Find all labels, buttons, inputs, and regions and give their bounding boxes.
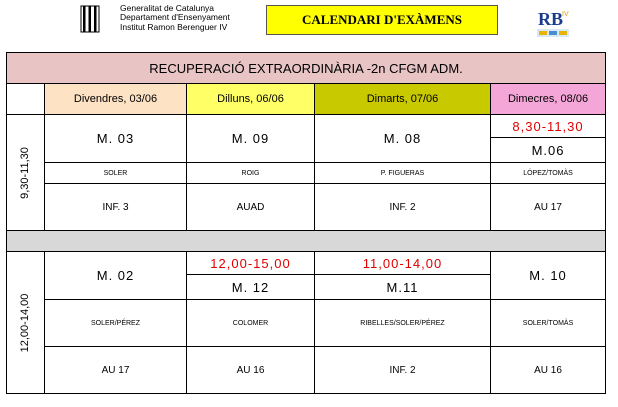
slot2-module-2: M. 12 — [187, 275, 315, 300]
slot2-module-1: M. 02 — [45, 252, 187, 300]
slot1-module-2: M. 09 — [187, 115, 315, 163]
generalitat-logo-icon — [80, 5, 100, 33]
slot-separator — [7, 231, 606, 252]
day-header-3: Dimarts, 07/06 — [315, 84, 491, 115]
slot2-room-1: AU 17 — [45, 347, 187, 394]
calendar-banner — [266, 5, 498, 35]
day-header-2: Dilluns, 06/06 — [187, 84, 315, 115]
slot2-teacher-4: SOLER/TOMÀS — [491, 300, 606, 347]
slot1-module-1: M. 03 — [45, 115, 187, 163]
slot1-module-4: M.06 — [491, 138, 606, 163]
slot1-module-3: M. 08 — [315, 115, 491, 163]
slot1-room-4: AU 17 — [491, 184, 606, 231]
time-slot-1 — [7, 115, 45, 231]
slot2-room-2: AU 16 — [187, 347, 315, 394]
slot2-time-2: 12,00-15,00 — [187, 252, 315, 275]
day-header-4: Dimecres, 08/06 — [491, 84, 606, 115]
slot1-teacher-4: LÓPEZ/TOMÀS — [491, 163, 606, 184]
slot1-room-3: INF. 2 — [315, 184, 491, 231]
table-title: RECUPERACIÓ EXTRAORDINÀRIA -2n CFGM ADM. — [7, 53, 606, 84]
slot2-room-3: INF. 2 — [315, 347, 491, 394]
slot2-teacher-1: SOLER/PÉREZ — [45, 300, 187, 347]
slot2-module-4: M. 10 — [491, 252, 606, 300]
slot1-room-1: INF. 3 — [45, 184, 187, 231]
institution-line-3: Institut Ramon Berenguer IV — [120, 21, 228, 32]
school-logo-rb-icon — [534, 5, 572, 41]
slot2-room-4: AU 16 — [491, 347, 606, 394]
slot1-special-time: 8,30-11,30 — [491, 115, 606, 138]
institution-line-2: Departament d'Ensenyament — [120, 12, 230, 23]
slot1-teacher-3: P. FIGUERAS — [315, 163, 491, 184]
slot1-teacher-1: SOLER — [45, 163, 187, 184]
slot1-teacher-2: ROIG — [187, 163, 315, 184]
slot2-time-3: 11,00-14,00 — [315, 252, 491, 275]
slot1-room-2: AUAD — [187, 184, 315, 231]
exam-schedule-table — [6, 52, 606, 394]
time-slot-2 — [7, 252, 45, 394]
time-slot-1-label: 9,30-11,30 — [19, 146, 31, 199]
svg-text:IV: IV — [562, 11, 569, 18]
slot2-teacher-2: COLOMER — [187, 300, 315, 347]
corner-cell — [7, 84, 45, 115]
time-slot-2-label: 12,00-14,00 — [19, 293, 31, 352]
day-header-1: Divendres, 03/06 — [45, 84, 187, 115]
institution-name — [120, 4, 230, 32]
banner-title: CALENDARI D'EXÀMENS — [302, 12, 462, 27]
svg-text:RB: RB — [538, 9, 564, 29]
institution-line-1: Generalitat de Catalunya — [120, 3, 215, 13]
slot2-teacher-3: RIBELLES/SOLER/PÉREZ — [315, 300, 491, 347]
slot2-module-3: M.11 — [315, 275, 491, 300]
